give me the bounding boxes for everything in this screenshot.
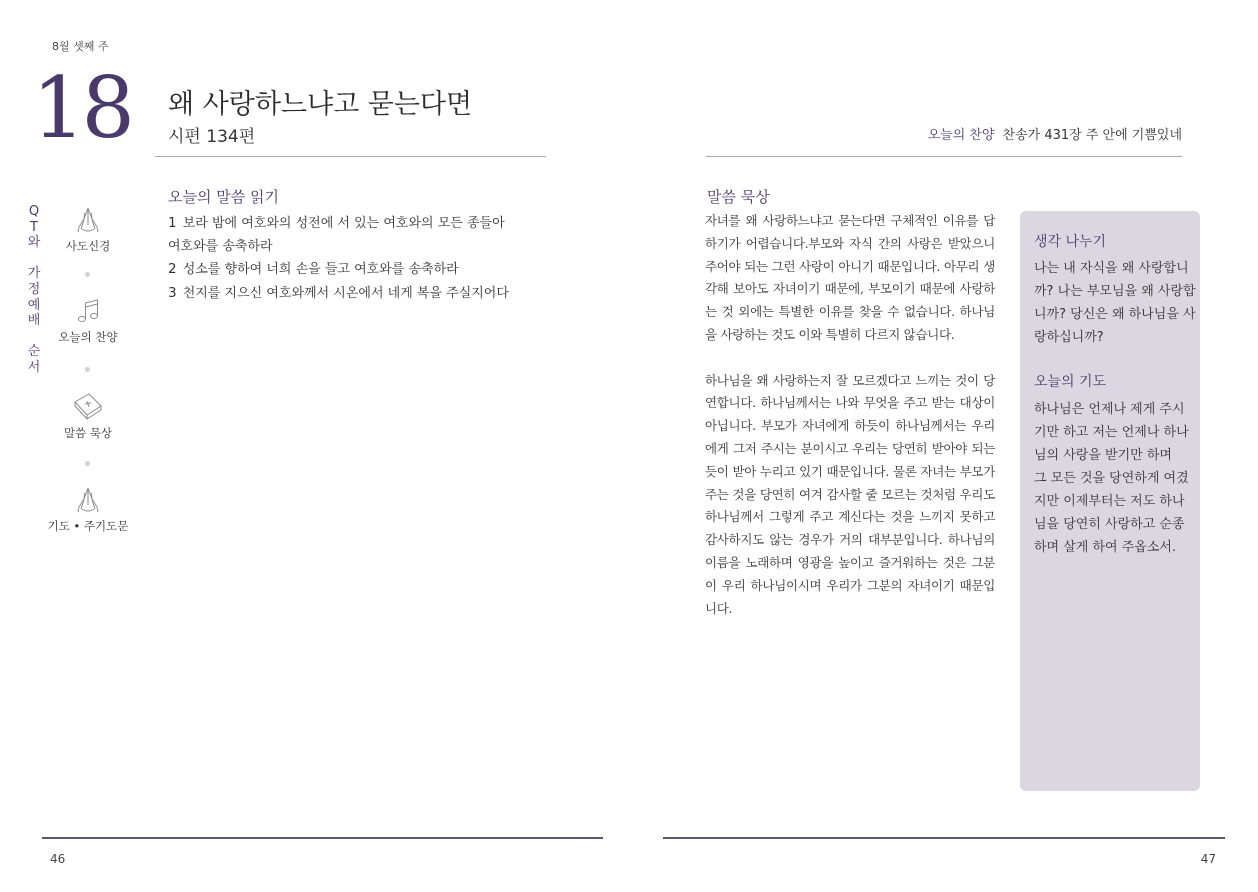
meditation-body <box>705 210 995 643</box>
bible-icon <box>72 390 104 422</box>
left-footer-divider <box>42 837 603 839</box>
sidebar-item-label: 오늘의 찬양 <box>58 330 118 344</box>
right-page-number: 47 <box>1200 852 1216 866</box>
verse: 1 보라 밤에 여호와의 성전에 서 있는 여호와의 모든 종들아 <box>168 215 505 231</box>
scripture-reading <box>168 212 548 305</box>
music-note-icon <box>73 296 103 326</box>
hymn-value: 찬송가 431장 주 안에 기쁨있네 <box>1002 128 1182 143</box>
praying-hands-icon <box>73 485 103 515</box>
sidebar-item-label: 말씀 묵상 <box>63 426 113 440</box>
todays-hymn <box>928 124 1182 143</box>
day-number: 18 <box>32 59 131 157</box>
page-title: 왜 사랑하느냐고 묻는다면 <box>168 89 473 120</box>
week-label: 8월 셋째 주 <box>52 40 109 53</box>
sidebar-item-todays-hymn <box>38 296 138 345</box>
reading-heading: 오늘의 말씀 읽기 <box>168 188 279 206</box>
share-heading: 생각 나누기 <box>1034 234 1107 250</box>
verse: 2 성소를 향하여 너희 손을 들고 여호와를 송축하라 <box>168 261 459 277</box>
vertical-title: Q T 와 가 정 예 배 순 서 <box>27 204 41 375</box>
sidebar-item-prayer <box>38 485 138 534</box>
right-footer-divider <box>663 837 1225 839</box>
reflection-box <box>1020 211 1200 791</box>
separator-dot <box>85 461 90 466</box>
sidebar-item-apostles-creed <box>38 205 138 254</box>
separator-dot <box>85 367 90 372</box>
right-header-divider <box>706 156 1182 157</box>
separator-dot <box>85 272 90 277</box>
verse: 3 천지를 지으신 여호와께서 시온에서 네게 복을 주실지어다 <box>168 284 509 301</box>
sidebar-item-label: 기도 • 주기도문 <box>47 519 129 533</box>
prayer-text: 하나님은 언제나 제게 주시 기만 하고 저는 언제나 하나 님의 사랑을 받기만 하며 그 모든 것을 당연하게 여겼 지만 이제부터는 저도 하나 님을 당연히 사랑하고 순종 하며 살게 하여 주옵소서. <box>1034 402 1189 555</box>
verse: 여호와를 송축하라 <box>168 238 273 254</box>
meditation-heading: 말씀 묵상 <box>707 188 770 206</box>
left-header-divider <box>155 156 546 157</box>
praying-hands-icon <box>73 205 103 235</box>
meditation-paragraph: 하나님을 왜 사랑하는지 잘 모르겠다고 느끼는 것이 당연합니다. 하나님께서는 나와 무엇을 주고 받는 대상이 아닙니다. 부모가 자녀에게 하듯이 하나님께서는 우리에게 그저 주시는 분이시고 우리는 당연히 받아야 되는 듯이 받아 누리고 있기 때문입니다. 물론 자녀는 부모가 주는 것을 당연히 여겨 감사할 줄 모르는 것처럼 우리도 하나님께서 그렇게 주고 계신다는 것을 느끼지 못하고 감사하지도 않는 경우가 거의 대부분입니다. 하나님의 이름을 노래하며 영광을 높이고 즐거워하는 것은 그분이 우리 하나님이시며 우리가 그분의 자녀이기 때문입니다. <box>705 372 995 616</box>
hymn-label: 오늘의 찬양 <box>927 128 995 143</box>
sidebar-item-label: 사도신경 <box>65 239 111 253</box>
scripture-reference: 시편 134편 <box>168 127 256 147</box>
prayer-heading: 오늘의 기도 <box>1034 374 1107 390</box>
left-page-number: 46 <box>50 852 66 866</box>
share-text: 나는 내 자식을 왜 사랑합니 까? 나는 부모님을 왜 사랑합 니까? 당신은 왜 하나님을 사 랑하십니까? <box>1034 261 1196 345</box>
meditation-paragraph: 자녀를 왜 사랑하느냐고 묻는다면 구체적인 이유를 답하기가 어렵습니다.부모와 자식 간의 사랑은 받았으니 주어야 되는 그런 사랑이 아니기 때문입니다. 아무리 생각해 보아도 자녀이기 때문에, 부모이기 때문에 사랑하는 것 외에는 특별한 이유를 찾을 수 없습니다. 하나님을 사랑하는 것도 이와 특별히 다르지 않습니다. <box>705 213 995 342</box>
sidebar-item-word-meditation <box>38 390 138 441</box>
